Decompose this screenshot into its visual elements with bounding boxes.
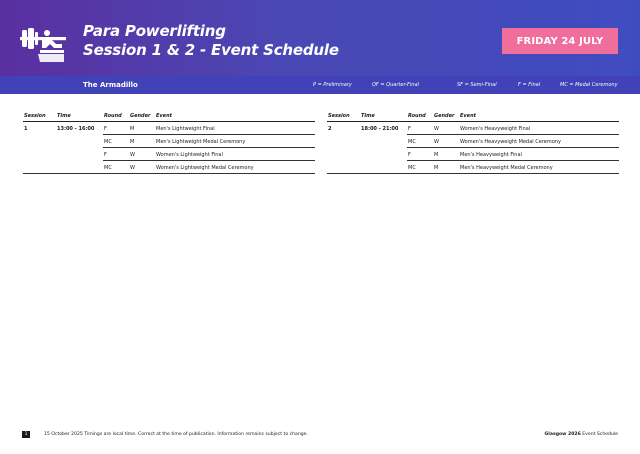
row-event: Men's Heavyweight Medal Ceremony [460, 165, 553, 171]
row-gender: M [130, 139, 135, 145]
table-row [23, 122, 315, 135]
row-round: F [408, 152, 411, 158]
publication-note: 15 October 2025 Timings are local time. Correct at the time of publication. Information remains subject to change. [44, 432, 308, 437]
venue-name: The Armadillo [83, 81, 138, 89]
table-row [23, 148, 315, 161]
table-row [327, 122, 619, 135]
col-round: Round [104, 113, 122, 119]
table-row [23, 135, 315, 148]
table-row [23, 161, 315, 174]
session-2-table [327, 112, 619, 174]
row-event: Women's Heavyweight Final [460, 126, 531, 132]
row-round: F [104, 126, 107, 132]
row-divider [23, 173, 315, 174]
row-event: Men's Heavyweight Final [460, 152, 522, 158]
legend-quarter-final: QF = Quarter-Final [372, 82, 419, 88]
title-line-sport: Para Powerlifting [83, 22, 226, 40]
session-number: 2 [328, 126, 332, 132]
row-event: Women's Lightweight Final [156, 152, 223, 158]
footer-brand [545, 432, 618, 437]
row-event: Men's Lightweight Medal Ceremony [156, 139, 246, 145]
table-row [327, 161, 619, 174]
row-divider [327, 173, 619, 174]
brand-suffix: Event Schedule [580, 432, 618, 437]
session-1-table [23, 112, 315, 174]
row-round: MC [408, 139, 416, 145]
row-gender: M [130, 126, 135, 132]
legend-semi-final: SF = Semi-Final [457, 82, 497, 88]
row-round: MC [104, 165, 112, 171]
col-round: Round [408, 113, 426, 119]
col-event: Event [156, 113, 173, 119]
row-event: Women's Heavyweight Medal Ceremony [460, 139, 561, 145]
para-powerlifting-pictogram-icon [20, 24, 66, 62]
table-header [23, 112, 315, 122]
date-badge: FRIDAY 24 JULY [502, 28, 618, 54]
col-session: Session [328, 113, 350, 119]
row-gender: W [434, 126, 439, 132]
table-row [327, 148, 619, 161]
row-gender: W [434, 139, 439, 145]
row-round: MC [408, 165, 416, 171]
session-number: 1 [24, 126, 28, 132]
col-time: Time [361, 113, 375, 119]
page-number: 1 [22, 431, 30, 438]
col-event: Event [460, 113, 477, 119]
table-header [327, 112, 619, 122]
page-title [83, 22, 339, 60]
brand-name: Glasgow 2026 [544, 432, 581, 437]
table-row [327, 135, 619, 148]
row-round: MC [104, 139, 112, 145]
legend-medal-ceremony: MC = Medal Ceremony [560, 82, 618, 88]
row-gender: M [434, 165, 439, 171]
session-time: 18:00 - 21:00 [361, 126, 399, 132]
legend-preliminary: P = Preliminary [313, 82, 352, 88]
row-gender: W [130, 152, 135, 158]
title-line-session: Session 1 & 2 - Event Schedule [83, 41, 339, 59]
header-banner [0, 0, 640, 76]
row-round: F [408, 126, 411, 132]
row-event: Women's Lightweight Medal Ceremony [156, 165, 254, 171]
row-gender: W [130, 165, 135, 171]
page-footer [0, 430, 640, 442]
legend-final: F = Final [518, 82, 541, 88]
row-event: Men's Lightweight Final [156, 126, 215, 132]
col-gender: Gender [434, 113, 455, 119]
session-time: 13:00 - 16:00 [57, 126, 95, 132]
row-round: F [104, 152, 107, 158]
row-gender: M [434, 152, 439, 158]
col-session: Session [24, 113, 46, 119]
venue-bar [0, 76, 640, 94]
col-time: Time [57, 113, 71, 119]
col-gender: Gender [130, 113, 151, 119]
